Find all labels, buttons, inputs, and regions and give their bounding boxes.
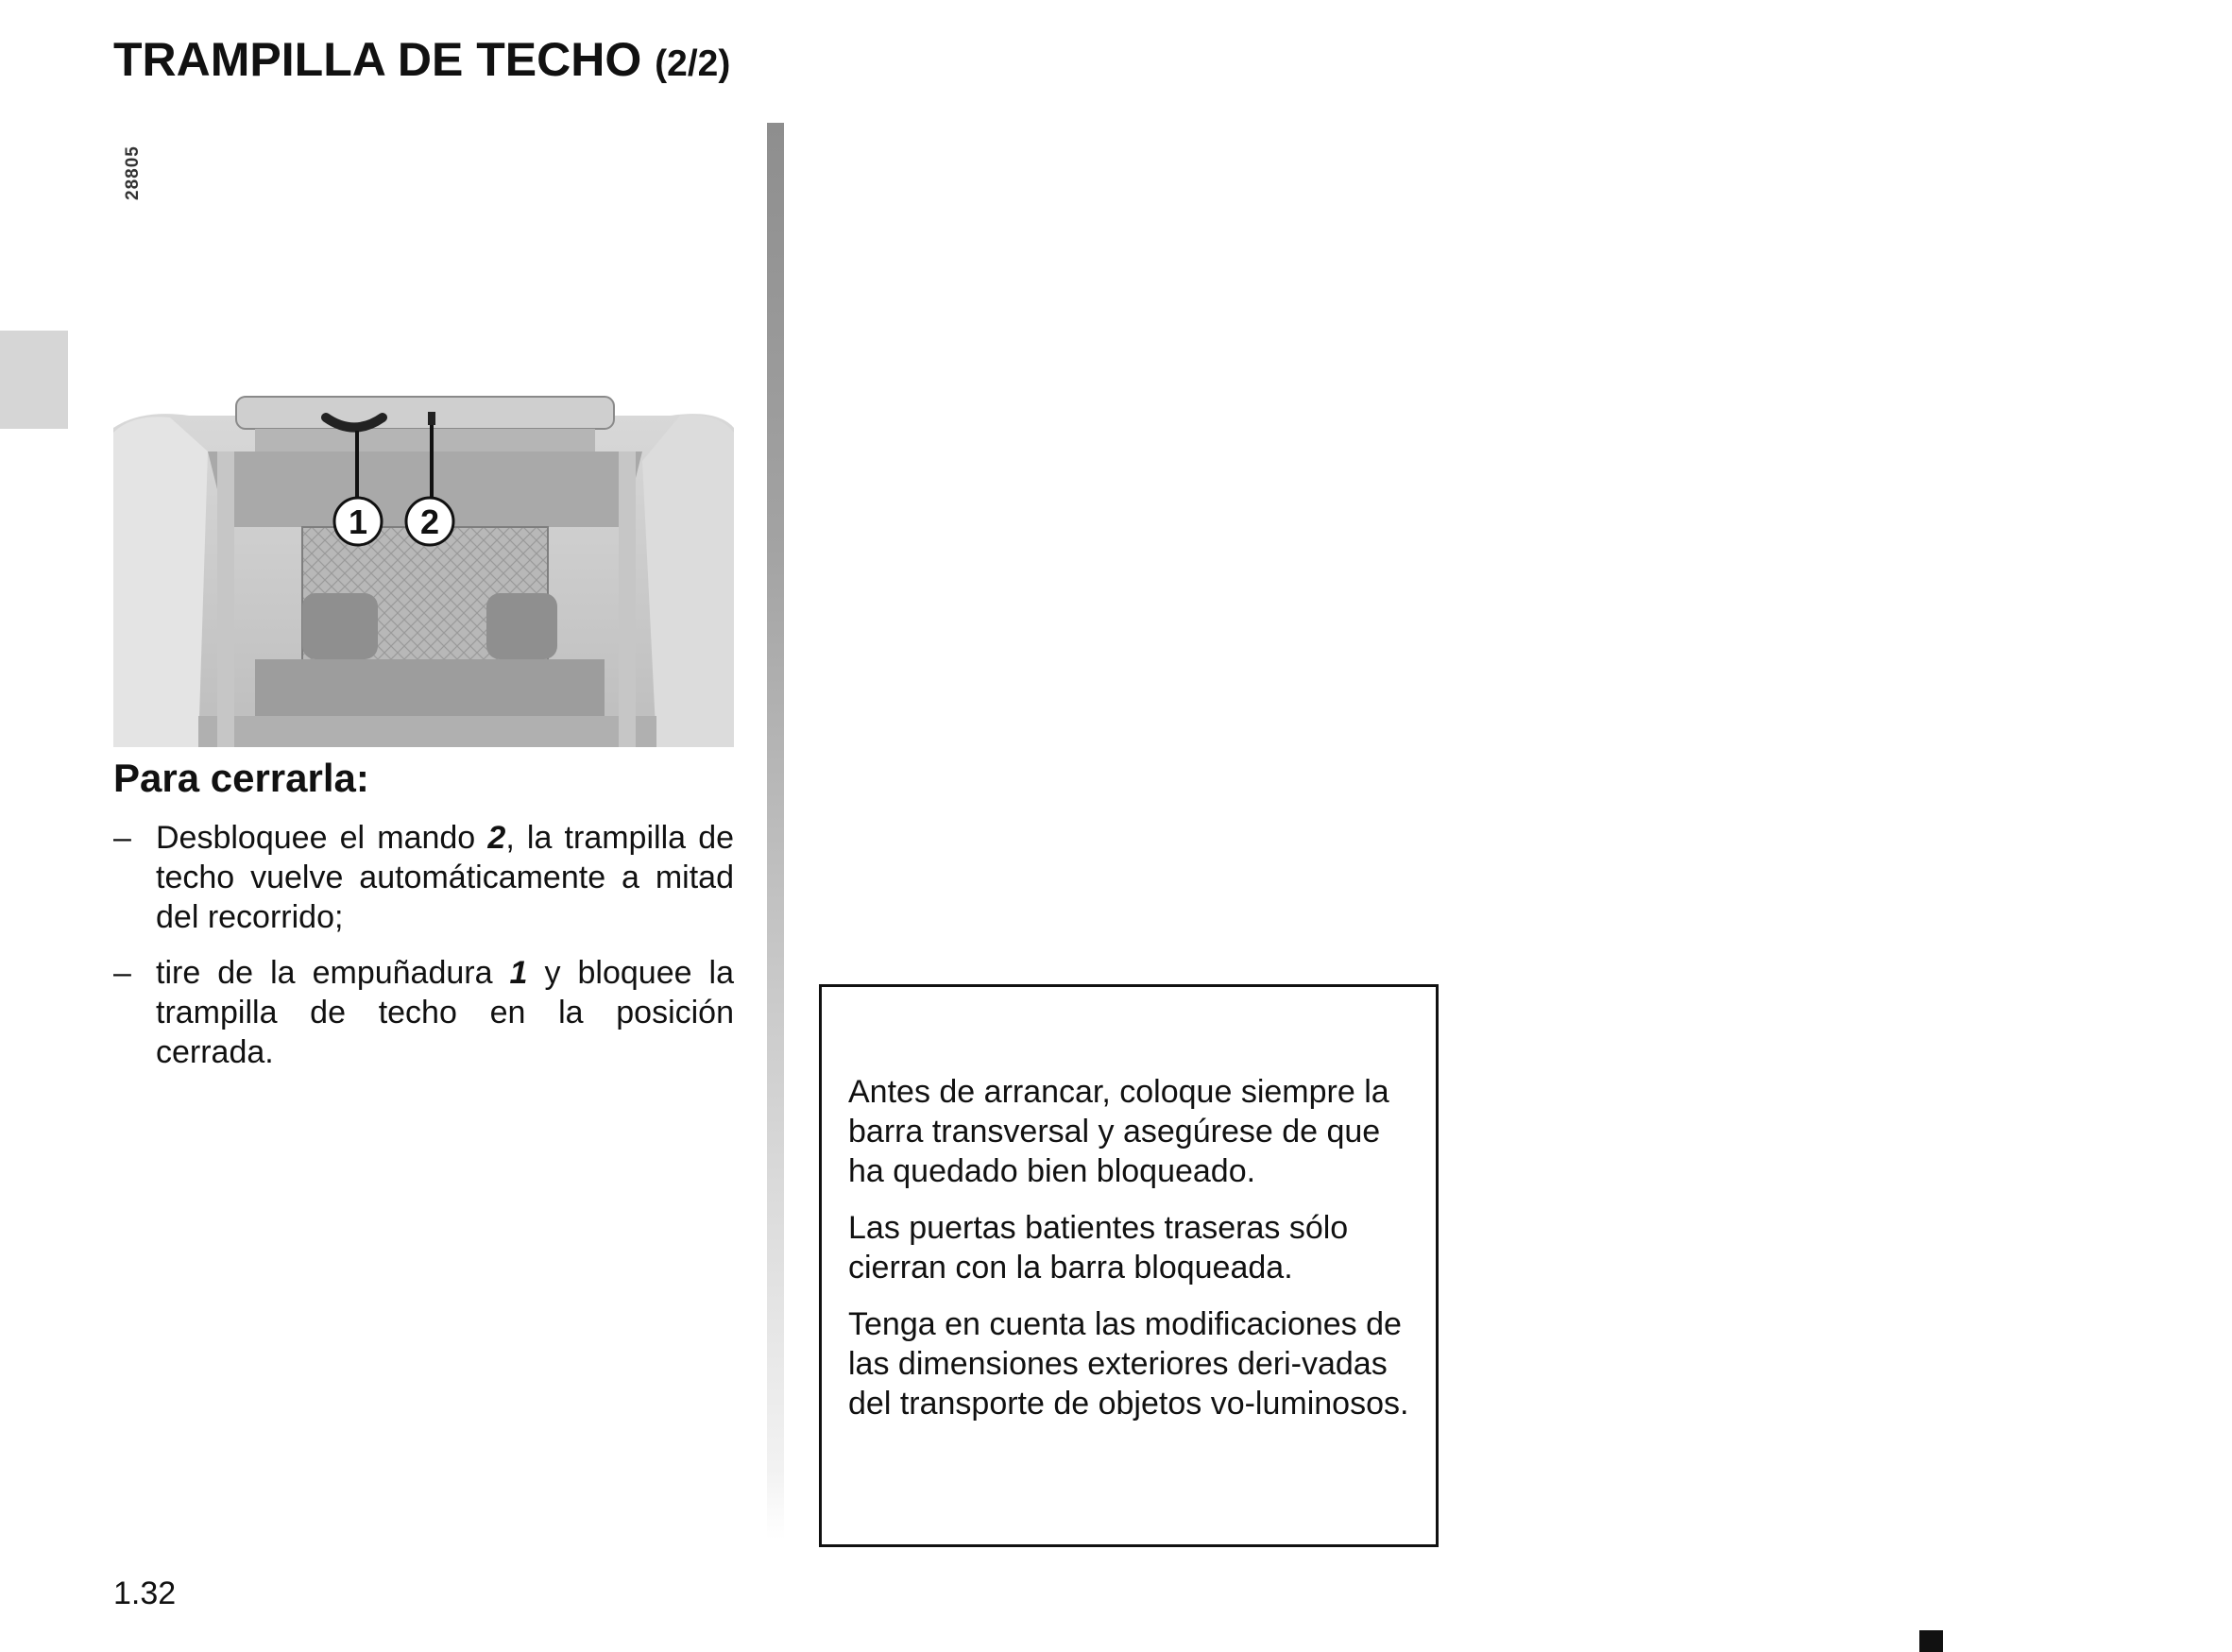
photo-reference-code: 28805 (123, 145, 143, 200)
section-heading: Para cerrarla: (113, 756, 369, 800)
list-dash: – (113, 955, 131, 991)
photo-illustration (113, 395, 734, 747)
warning-paragraph: Antes de arrancar, coloque siempre la barra transversal y asegúrese de que ha quedado bien bloqueado. (848, 1074, 1389, 1189)
list-item (113, 818, 734, 937)
callout-1 (334, 498, 382, 545)
callout-2-label: 2 (419, 502, 440, 541)
step-text-after: y bloquee la trampilla de techo en la posición cerrada. (156, 955, 734, 1070)
van-rear-interior-photo (113, 395, 734, 747)
step-text-after: , la trampilla de techo vuelve automáticamente a mitad del recorrido; (156, 820, 735, 935)
warning-box (819, 984, 1439, 1547)
page-title-main: TRAMPILLA DE TECHO (113, 33, 642, 86)
callout-1-label: 1 (348, 502, 368, 541)
warning-paragraph: Las puertas batientes traseras sólo cierran con la barra bloqueada. (848, 1210, 1349, 1286)
list-dash: – (113, 820, 131, 856)
closing-steps-list (113, 818, 734, 1088)
step-ref: 2 (487, 820, 506, 856)
step-ref: 1 (509, 955, 528, 991)
callout-2 (406, 498, 453, 545)
page-title (113, 32, 730, 87)
column-divider-bar (767, 123, 784, 1540)
list-item (113, 953, 734, 1072)
step-text-before: tire de la empuñadura (156, 955, 510, 991)
chapter-tab (0, 331, 68, 429)
page-number: 1.32 (113, 1575, 177, 1611)
step-text-before: Desbloquee el mando (156, 820, 488, 856)
corner-mark (1919, 1630, 1943, 1652)
page-title-suffix: (2/2) (655, 43, 731, 84)
warning-paragraph: Tenga en cuenta las modificaciones de las dimensiones exteriores deri-vadas del transporte de objetos vo-luminosos. (848, 1306, 1409, 1422)
